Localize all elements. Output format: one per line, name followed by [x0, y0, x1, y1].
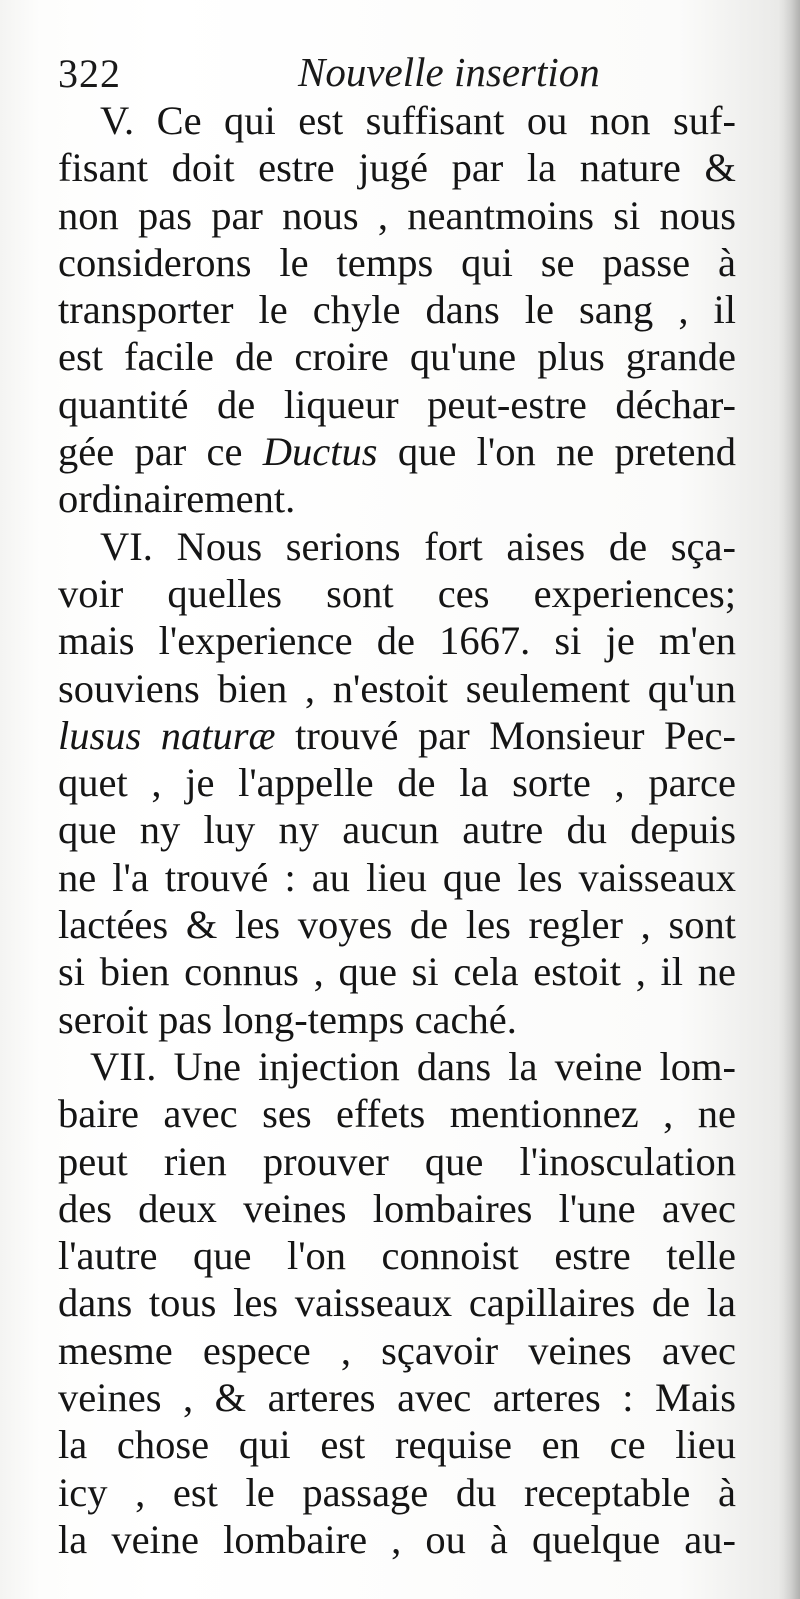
text-line-with-italic — [58, 428, 736, 475]
text-line-with-italic — [58, 712, 736, 759]
text-line: la chose qui est requise en ce lieu — [58, 1422, 736, 1468]
text-line: baire avec ses effets mentionnez , ne — [58, 1091, 736, 1137]
italic-term-lusus: lusus naturæ — [58, 712, 276, 758]
text-line: mesme espece , sçavoir veines avec — [58, 1327, 736, 1373]
text-line: quantité de liqueur peut-estre déchar- — [58, 381, 736, 427]
text-line: que ny luy ny aucun autre du depuis — [58, 807, 736, 853]
text-line: mais l'experience de 1667. si je m'en — [58, 618, 736, 664]
text-line: l'autre que l'on connoist estre telle — [58, 1233, 736, 1279]
italic-term-ductus: Ductus — [262, 429, 378, 475]
text-fragment: gée par ce — [58, 429, 263, 475]
text-line: seroit pas long-temps caché. — [58, 996, 517, 1042]
text-line: non pas par nous , neantmoins si nous — [58, 192, 736, 238]
text-line: V. Ce qui est suffisant ou non suf- — [100, 98, 736, 143]
text-line: dans tous les vaisseaux capillaires de la — [58, 1280, 736, 1326]
text-line: si bien connus , que si cela estoit , il ne — [58, 949, 736, 995]
text-line: transporter le chyle dans le sang , il — [58, 287, 736, 333]
text-line: icy , est le passage du receptable à — [58, 1469, 736, 1515]
text-line: ne l'a trouvé : au lieu que les vaisseaux — [58, 854, 736, 900]
text-line: voir quelles sont ces experiences; — [58, 570, 736, 616]
text-fragment: trouvé par Monsieur Pec- — [275, 712, 736, 758]
text-line: ordinairement. — [58, 476, 296, 522]
body-text — [58, 97, 736, 1563]
text-fragment: que l'on ne pretend — [377, 429, 736, 475]
text-line: fisant doit estre jugé par la nature & — [58, 145, 736, 191]
text-line: quet , je l'appelle de la sorte , parce — [58, 760, 736, 806]
text-line: peut rien prouver que l'inosculation — [58, 1138, 736, 1184]
text-line: VI. Nous serions fort aises de sça- — [100, 523, 736, 569]
page-gutter-shadow — [778, 0, 800, 1599]
page-header — [58, 42, 736, 102]
text-line: VII. Une injection dans la veine lom- — [90, 1043, 736, 1089]
text-line: est facile de croire qu'une plus grande — [58, 334, 736, 380]
text-line: souviens bien , n'estoit seulement qu'un — [58, 665, 736, 711]
text-line: des deux veines lombaires l'une avec — [58, 1185, 736, 1231]
text-line: veines , & arteres avec arteres : Mais — [58, 1375, 736, 1421]
text-line: la veine lombaire , ou à quelque au- — [58, 1516, 736, 1562]
running-title: Nouvelle insertion — [298, 49, 600, 95]
text-line: lactées & les voyes de les regler , sont — [58, 902, 736, 948]
page-number: 322 — [58, 51, 121, 96]
text-line: considerons le temps qui se passe à — [58, 239, 736, 285]
